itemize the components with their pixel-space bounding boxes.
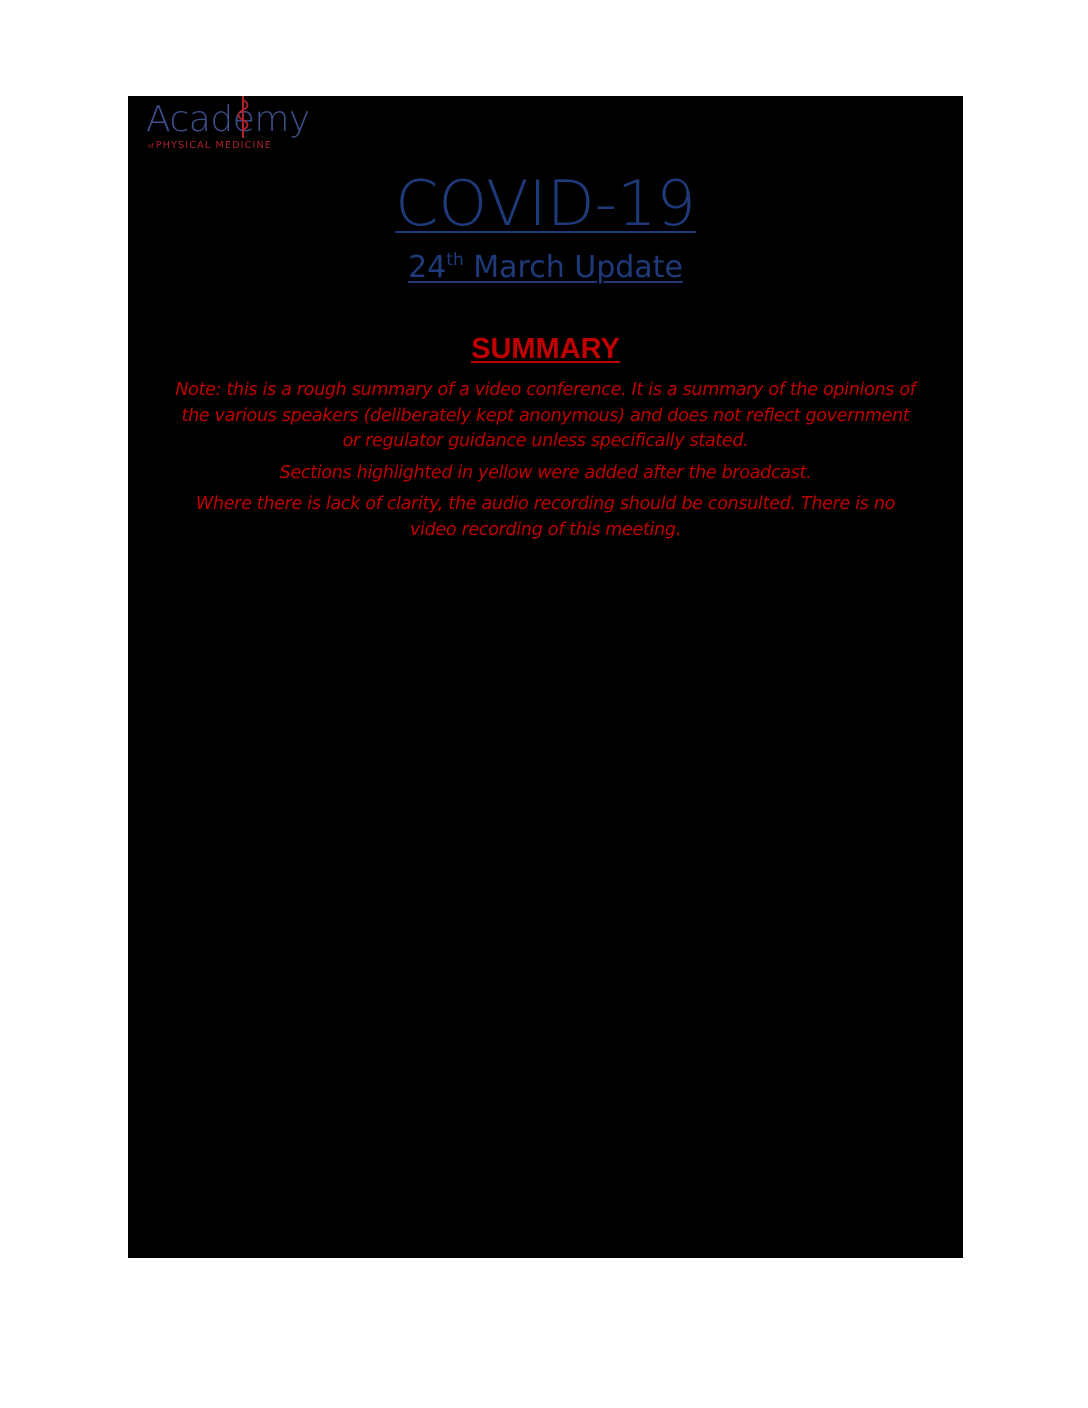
- document-panel: [128, 96, 963, 1258]
- academy-logo: [146, 96, 336, 158]
- logo-wordmark: [146, 99, 310, 140]
- logo-tag-text: PHYSICAL MEDICINE: [155, 140, 273, 151]
- logo-tagline: [148, 140, 272, 151]
- logo-tag-prefix: of: [148, 143, 154, 150]
- subtitle-ordinal: th: [446, 250, 464, 270]
- logo-word-part-1: Aca: [146, 99, 211, 140]
- highlight-note: Sections highlighted in yellow were added after the broadcast.: [279, 462, 812, 483]
- logo-word-part-2: emy: [232, 99, 310, 140]
- logo-d-with-staff: d: [210, 99, 233, 140]
- summary-notes: [128, 378, 963, 549]
- note-line-2: the various speakers (deliberately kept anonymous) and does not reflect government: [181, 405, 910, 426]
- summary-heading: SUMMARY: [471, 333, 620, 365]
- clarity-note: [128, 492, 963, 543]
- note-line-1: Note: this is a rough summary of a video conference. It is a summary of the opinions of: [175, 380, 916, 400]
- subtitle-text: March Update: [463, 250, 683, 285]
- page-subtitle: [128, 250, 963, 286]
- subtitle-day: 24: [408, 250, 447, 285]
- clarity-line-2: video recording of this meeting.: [410, 519, 681, 540]
- clarity-line-1: Where there is lack of clarity, the audio recording should be consulted. There is no: [195, 494, 896, 514]
- note-line-3: or regulator guidance unless specifically stated.: [342, 431, 749, 451]
- page-title: COVID-19: [395, 167, 696, 240]
- caduceus-staff-icon: [236, 94, 250, 140]
- disclaimer-note: [128, 378, 963, 455]
